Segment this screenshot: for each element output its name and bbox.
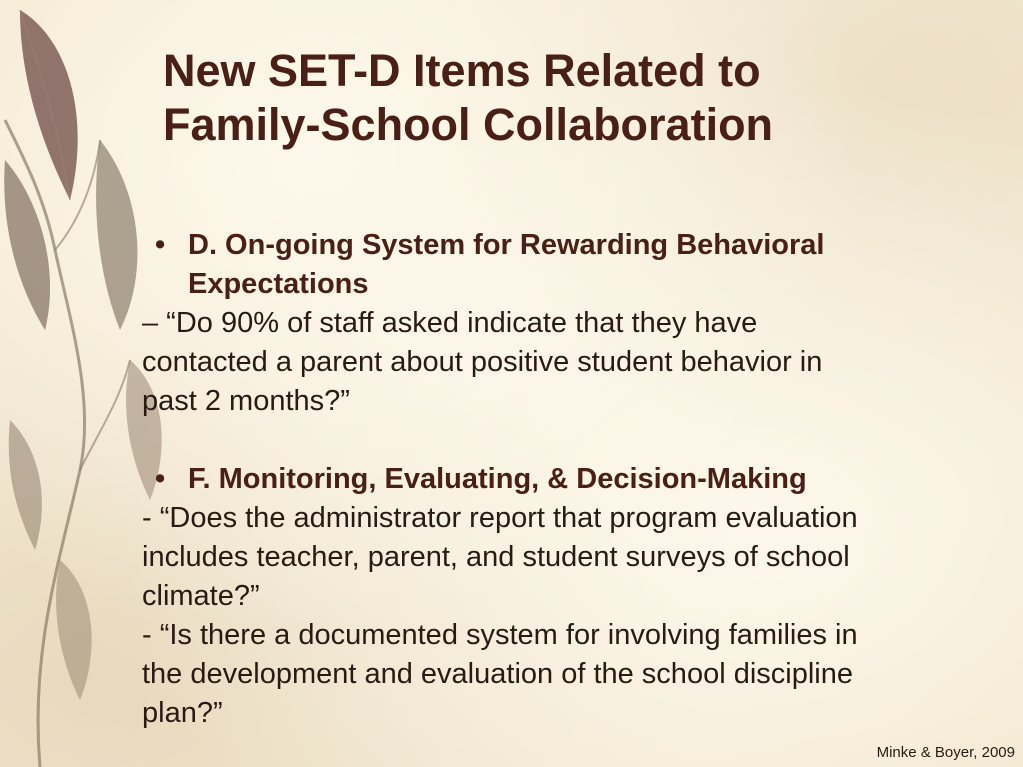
sub-line: the development and evaluation of the school discipline [142, 658, 853, 690]
slide-title [163, 44, 983, 152]
sub-line: past 2 months?” [142, 385, 350, 417]
bullet-heading-f: F. Monitoring, Evaluating, & Decision-Making [188, 463, 807, 495]
sub-line: plan?” [142, 697, 223, 729]
spacer [142, 421, 1012, 460]
bullet-item-d [142, 226, 1012, 304]
sub-text-d [142, 304, 1012, 421]
sub-text-f [142, 499, 1012, 733]
bullet-heading-d-cont: Expectations [188, 268, 369, 300]
citation: Minke & Boyer, 2009 [876, 744, 1015, 761]
bullet-dot: • [155, 229, 166, 261]
sub-line: - “Is there a documented system for involving families in [142, 619, 858, 651]
slide-body [142, 226, 1012, 733]
title-line-1: New SET-D Items Related to [163, 45, 761, 96]
sub-line: contacted a parent about positive student behavior in [142, 346, 823, 378]
sub-line: - “Does the administrator report that program evaluation [142, 502, 858, 534]
bullet-dot: • [155, 463, 166, 495]
sub-line: – “Do 90% of staff asked indicate that they have [142, 307, 758, 339]
bullet-item-f [142, 460, 1012, 499]
bullet-heading-d: D. On-going System for Rewarding Behavioral [188, 229, 825, 261]
sub-line: climate?” [142, 580, 260, 612]
sub-line: includes teacher, parent, and student surveys of school [142, 541, 850, 573]
title-line-2: Family-School Collaboration [163, 99, 774, 150]
